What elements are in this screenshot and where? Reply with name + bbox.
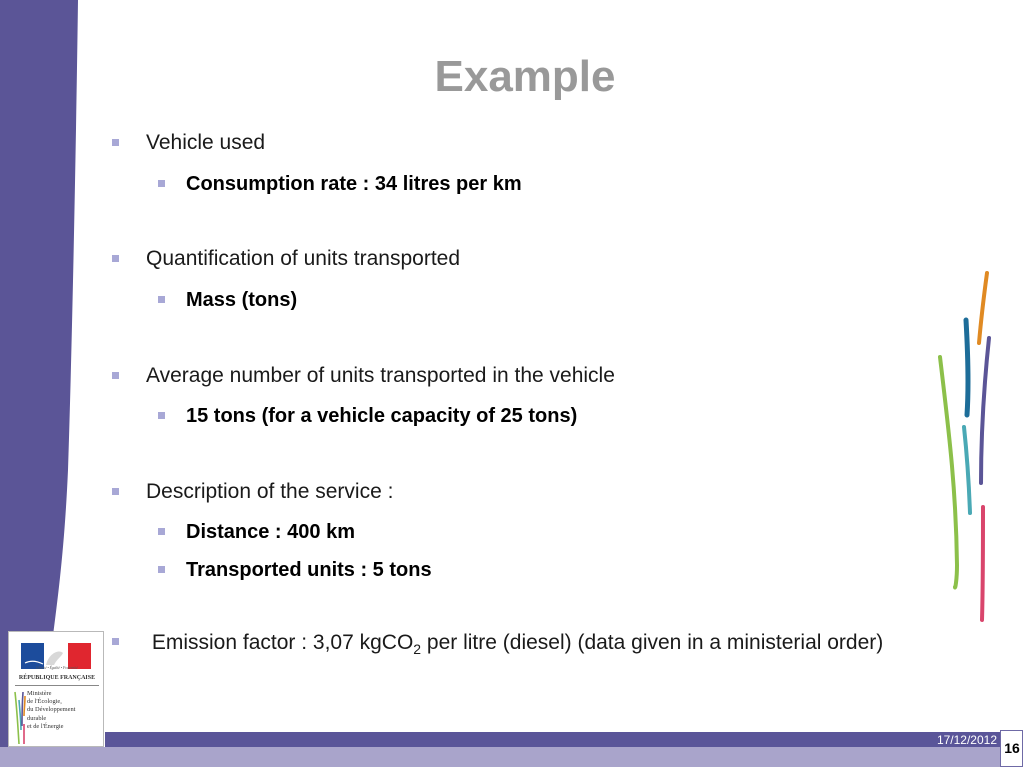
bullet-quantification: Quantification of units transported (112, 246, 912, 272)
ministry-logo (8, 631, 104, 747)
page-number: 16 (1004, 740, 1020, 756)
bullet-square-icon (158, 412, 165, 419)
decorative-stripes (930, 265, 1000, 635)
logo-divider (15, 685, 99, 686)
sub-bullet-consumption: Consumption rate : 34 litres per km (112, 172, 912, 196)
footer-band (0, 747, 1023, 767)
sub-bullet-distance: Distance : 400 km (112, 520, 912, 544)
footer-date: 17/12/2012 (936, 733, 997, 747)
logo-republic: RÉPUBLIQUE FRANÇAISE (18, 675, 96, 681)
sub-bullet-capacity: 15 tons (for a vehicle capacity of 25 tons) (112, 404, 912, 428)
bullet-description: Description of the service : (112, 479, 912, 505)
sub-bullet-transported-units: Transported units : 5 tons (112, 558, 912, 582)
bullet-square-icon (112, 255, 119, 262)
logo-stripes-icon (13, 690, 27, 746)
bullet-square-icon (112, 139, 119, 146)
bullet-square-icon (158, 566, 165, 573)
logo-ministry-name: Ministère de l'Écologie, du Développement durable et de l'Énergie (27, 690, 76, 730)
sub-bullet-mass: Mass (tons) (112, 288, 912, 312)
logo-motto: Liberté • Égalité • Fraternité (36, 666, 78, 670)
bullet-average-units: Average number of units transported in the vehicle (112, 363, 912, 389)
slide-title: Example (434, 52, 616, 101)
bullet-square-icon (112, 488, 119, 495)
bullet-vehicle: Vehicle used (112, 130, 912, 156)
bullet-square-icon (112, 638, 119, 645)
bullet-square-icon (158, 528, 165, 535)
bullet-emission-factor: Emission factor : 3,07 kgCO$_2$ per litre (diesel) (data given in a ministerial order) (112, 632, 912, 660)
bullet-list (112, 128, 912, 660)
bullet-square-icon (112, 372, 119, 379)
bullet-square-icon (158, 180, 165, 187)
bullet-square-icon (158, 296, 165, 303)
